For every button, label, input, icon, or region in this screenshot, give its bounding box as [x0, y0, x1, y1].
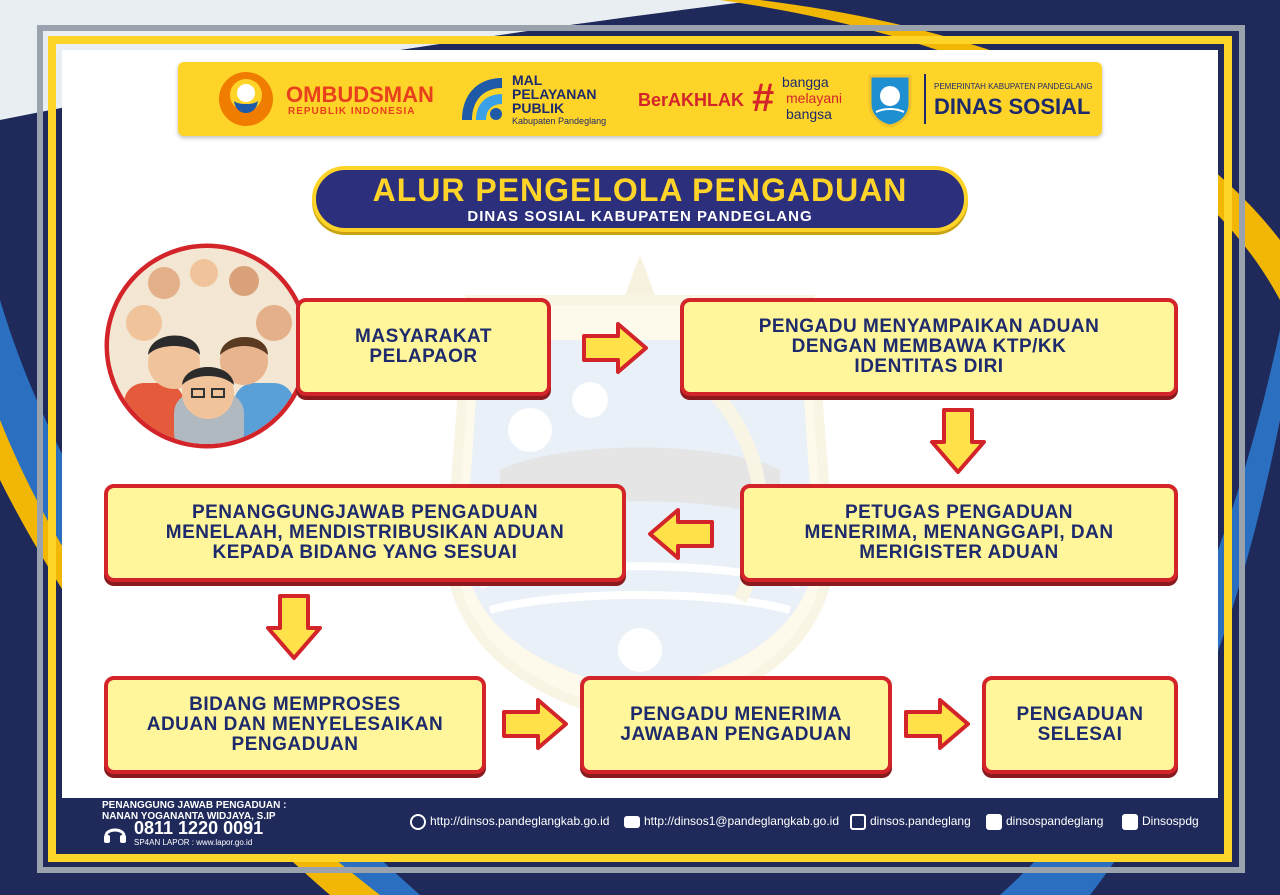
title-banner: [312, 166, 968, 232]
instagram-icon: [850, 814, 866, 830]
ombudsman-emblem-icon: [218, 71, 274, 127]
arrow-down-icon: [264, 592, 324, 662]
ombudsman-sub: REPUBLIK INDONESIA: [288, 106, 416, 117]
hashtag-icon: #: [752, 76, 775, 120]
step-1-text: MASYARAKAT PELAPAOR: [355, 326, 492, 367]
footer-link-facebook[interactable]: dinsospandeglang: [986, 814, 1103, 830]
step-pengaduan-selesai: [982, 676, 1178, 774]
arrow-right-icon: [580, 320, 650, 376]
step-7-text: PENGADUAN SELESAI: [1016, 704, 1144, 745]
ombudsman-logo: [218, 71, 274, 127]
tiktok-icon: [1122, 814, 1138, 830]
footer-link-instagram[interactable]: dinsos.pandeglang: [850, 814, 971, 830]
step-penanggungjawab: [104, 484, 626, 582]
mail-icon: [624, 816, 640, 828]
step-6-text: PENGADU MENERIMA JAWABAN PENGADUAN: [620, 704, 852, 745]
mal-line1: MAL: [512, 72, 543, 88]
mal-line3: PUBLIK: [512, 100, 565, 116]
arrow-right-icon: [902, 696, 972, 752]
footer-link-website[interactable]: http://dinsos.pandeglangkab.go.id: [410, 814, 609, 830]
mal-sub: Kabupaten Pandeglang: [512, 116, 607, 126]
step-3-text: PETUGAS PENGADUAN MENERIMA, MENANGGAPI, DAN MERIGISTER ADUAN: [804, 502, 1114, 563]
step-petugas-pengaduan: [740, 484, 1178, 582]
step-5-text: BIDANG MEMPROSES ADUAN DAN MENYELESAIKAN PENGADUAN: [146, 694, 444, 755]
footer-pj-name: NANAN YOGANANTA WIDJAYA, S.IP: [102, 811, 276, 822]
ombudsman-name: OMBUDSMAN: [286, 82, 434, 107]
pandeglang-emblem: [866, 70, 914, 128]
mal-line2: PELAYANAN: [512, 86, 597, 102]
step-masyarakat-pelapor: [296, 298, 551, 396]
step-pengadu-menerima: [580, 676, 892, 774]
footer-pj-label: PENANGGUNG JAWAB PENGADUAN :: [102, 800, 287, 811]
berakhlak-tag2: melayani: [786, 90, 843, 106]
crowd-illustration: [104, 243, 310, 449]
footer-phone[interactable]: 0811 1220 0091: [134, 818, 264, 838]
globe-icon: [410, 814, 426, 830]
crowd-people-icon: [104, 243, 310, 449]
footer-sp4an[interactable]: SP4AN LAPOR : www.lapor.go.id: [134, 838, 253, 847]
headset-icon: [102, 822, 128, 846]
step-bidang-memproses: [104, 676, 486, 774]
mal-pelayanan-emblem-icon: [458, 74, 506, 124]
header-divider: [924, 74, 926, 124]
arrow-down-icon: [928, 406, 988, 476]
step-pengadu-menyampaikan: [680, 298, 1178, 396]
berakhlak-tag1: bangga: [782, 74, 829, 90]
arrow-right-icon: [500, 696, 570, 752]
step-2-text: PENGADU MENYAMPAIKAN ADUAN DENGAN MEMBAWA KTP/KK IDENTITAS DIRI: [758, 316, 1100, 377]
footer-link-email[interactable]: http://dinsos1@pandeglangkab.go.id: [624, 814, 839, 828]
dinas-name: DINAS SOSIAL: [934, 94, 1091, 119]
dinas-small: PEMERINTAH KABUPATEN PANDEGLANG: [934, 82, 1093, 91]
berakhlak-name: BerAKHLAK: [638, 90, 745, 110]
arrow-left-icon: [646, 506, 716, 562]
page-subtitle: DINAS SOSIAL KABUPATEN PANDEGLANG: [467, 208, 813, 225]
mal-pelayanan-logo: [458, 74, 506, 124]
header-banner: [178, 62, 1102, 136]
footer-link-tiktok[interactable]: Dinsospdg: [1122, 814, 1199, 830]
page-title: ALUR PENGELOLA PENGADUAN: [372, 172, 908, 208]
facebook-icon: [986, 814, 1002, 830]
pandeglang-shield-icon: [866, 70, 914, 128]
step-4-text: PENANGGUNGJAWAB PENGADUAN MENELAAH, MENDISTRIBUSIKAN ADUAN KEPADA BIDANG YANG SESUAI: [165, 502, 565, 563]
berakhlak-tag3: bangsa: [786, 106, 832, 122]
